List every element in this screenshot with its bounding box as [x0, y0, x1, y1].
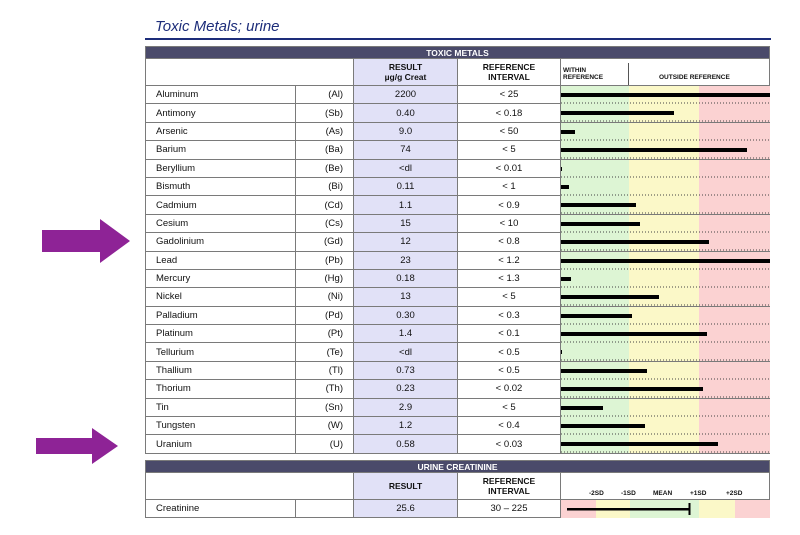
reference-interval: < 0.03: [458, 435, 561, 453]
level-bar-cell: [561, 417, 770, 435]
table-row: [146, 398, 770, 416]
level-bar-graphic: [561, 141, 770, 159]
creatinine-marker: [689, 503, 691, 515]
creatinine-sd-graphic: [561, 500, 770, 518]
zone-band: [629, 178, 699, 196]
outside-reference-label: OUTSIDE REFERENCE: [659, 74, 730, 81]
level-bar-graphic: [561, 417, 770, 435]
zone-band: [629, 160, 699, 178]
element-symbol: (As): [296, 122, 354, 140]
element-column-header: [146, 59, 354, 86]
creatinine-sd-bar-cell: [561, 500, 770, 518]
creatinine-symbol: [296, 500, 354, 518]
element-name: Nickel: [146, 288, 296, 306]
creatinine-range-bar: [567, 508, 690, 511]
result-value: 0.73: [354, 361, 458, 379]
element-name: Mercury: [146, 269, 296, 287]
result-value: 13: [354, 288, 458, 306]
element-name: Tellurium: [146, 343, 296, 361]
table-row: [146, 86, 770, 104]
element-symbol: (Gd): [296, 233, 354, 251]
level-bar: [561, 277, 571, 281]
element-symbol: (Cs): [296, 214, 354, 232]
level-bar-graphic: [561, 233, 770, 251]
zone-band: [699, 196, 770, 214]
sd-labels: [561, 473, 769, 499]
element-name: Palladium: [146, 306, 296, 324]
element-name: Cesium: [146, 214, 296, 232]
table-row: [146, 122, 770, 140]
element-symbol: (Pd): [296, 306, 354, 324]
level-bar: [561, 240, 709, 244]
element-name: Antimony: [146, 104, 296, 122]
result-value: 12: [354, 233, 458, 251]
table-row: [146, 343, 770, 361]
within-reference-label: [563, 67, 603, 81]
table-row: [146, 177, 770, 195]
element-symbol: (W): [296, 417, 354, 435]
element-name: Tungsten: [146, 417, 296, 435]
toxic-metals-rows: [146, 86, 770, 454]
level-bar: [561, 222, 640, 226]
reference-interval: < 1: [458, 177, 561, 195]
element-symbol: (Te): [296, 343, 354, 361]
element-name: Arsenic: [146, 122, 296, 140]
reference-column-header: [458, 59, 561, 86]
reference-interval: < 0.01: [458, 159, 561, 177]
level-bar-cell: [561, 343, 770, 361]
reference-interval: < 10: [458, 214, 561, 232]
zone-column-header: [561, 59, 770, 86]
level-bar-cell: [561, 251, 770, 269]
table-row: [146, 435, 770, 453]
creat-ref-header-line2: INTERVAL: [488, 486, 530, 496]
reference-header-line1: REFERENCE: [482, 62, 536, 72]
reference-interval: < 0.02: [458, 380, 561, 398]
zone-band: [699, 160, 770, 178]
result-column-header: [354, 59, 458, 86]
level-bar-graphic: [561, 380, 770, 398]
result-value: 15: [354, 214, 458, 232]
result-value: 0.40: [354, 104, 458, 122]
level-bar-graphic: [561, 288, 770, 306]
level-bar: [561, 332, 707, 336]
reference-interval: < 0.8: [458, 233, 561, 251]
zone-band: [699, 399, 770, 417]
element-name: Bismuth: [146, 177, 296, 195]
purple-arrow-uranium: [36, 428, 120, 464]
level-bar-graphic: [561, 343, 770, 361]
zone-band: [561, 343, 629, 361]
element-name: Platinum: [146, 325, 296, 343]
result-header-units: µg/g Creat: [384, 72, 427, 82]
creatinine-name: Creatinine: [146, 500, 296, 518]
level-bar-graphic: [561, 307, 770, 325]
reference-interval: < 25: [458, 86, 561, 104]
zone-band: [699, 288, 770, 306]
reference-interval: < 1.3: [458, 269, 561, 287]
element-name: Beryllium: [146, 159, 296, 177]
reference-header-line2: INTERVAL: [488, 72, 530, 82]
element-symbol: (Hg): [296, 269, 354, 287]
level-bar-cell: [561, 196, 770, 214]
element-name: Aluminum: [146, 86, 296, 104]
reference-interval: < 5: [458, 141, 561, 159]
reference-interval: < 0.9: [458, 196, 561, 214]
zone-divider: [628, 63, 629, 85]
reference-interval: < 0.4: [458, 417, 561, 435]
level-bar-cell: [561, 435, 770, 453]
level-bar: [561, 111, 674, 115]
purple-arrow-gadolinium: [42, 219, 132, 263]
result-value: 1.2: [354, 417, 458, 435]
element-symbol: (Al): [296, 86, 354, 104]
reference-interval: < 5: [458, 288, 561, 306]
result-value: 9.0: [354, 122, 458, 140]
level-bar-cell: [561, 177, 770, 195]
zone-band: [561, 270, 629, 288]
result-value: 1.4: [354, 325, 458, 343]
level-bar-graphic: [561, 325, 770, 343]
level-bar-cell: [561, 233, 770, 251]
zone-header: [561, 59, 769, 85]
table-row: [146, 104, 770, 122]
result-header-line1: RESULT: [388, 62, 423, 72]
level-bar-cell: [561, 104, 770, 122]
level-bar-graphic: [561, 160, 770, 178]
level-bar-cell: [561, 86, 770, 104]
level-bar-cell: [561, 159, 770, 177]
level-bar: [561, 424, 645, 428]
level-bar-graphic: [561, 399, 770, 417]
urine-creatinine-table: [145, 460, 770, 518]
element-symbol: (Ba): [296, 141, 354, 159]
table-row: [146, 361, 770, 379]
level-bar-cell: [561, 361, 770, 379]
result-value: 0.18: [354, 269, 458, 287]
level-bar: [561, 148, 747, 152]
element-name: Cadmium: [146, 196, 296, 214]
element-symbol: (Tl): [296, 361, 354, 379]
zone-band: [699, 104, 770, 122]
toxic-metals-table: [145, 46, 770, 454]
table-row: [146, 251, 770, 269]
level-bar-graphic: [561, 252, 770, 270]
element-symbol: (Sn): [296, 398, 354, 416]
sd-label-plus1: +1SD: [690, 490, 707, 497]
zone-band: [629, 343, 699, 361]
level-bar: [561, 185, 569, 189]
creat-ref-header-line1: REFERENCE: [482, 476, 536, 486]
level-bar-graphic: [561, 215, 770, 233]
element-symbol: (U): [296, 435, 354, 453]
element-name: Thorium: [146, 380, 296, 398]
result-value: 0.11: [354, 177, 458, 195]
level-bar-graphic: [561, 178, 770, 196]
element-name: Uranium: [146, 435, 296, 453]
element-symbol: (Be): [296, 159, 354, 177]
level-bar: [561, 167, 562, 171]
sd-label-plus2: +2SD: [726, 490, 743, 497]
table-row: [146, 269, 770, 287]
level-bar: [561, 203, 636, 207]
level-bar-cell: [561, 122, 770, 140]
table-row: [146, 417, 770, 435]
level-bar-cell: [561, 398, 770, 416]
result-value: 0.58: [354, 435, 458, 453]
element-symbol: (Pb): [296, 251, 354, 269]
element-symbol: (Sb): [296, 104, 354, 122]
creat-element-column-header: [146, 473, 354, 500]
zone-band: [699, 417, 770, 435]
zone-band: [629, 123, 699, 141]
element-symbol: (Ni): [296, 288, 354, 306]
reference-interval: < 50: [458, 122, 561, 140]
creatinine-row: [146, 500, 770, 518]
reference-interval: < 1.2: [458, 251, 561, 269]
reference-interval: < 0.3: [458, 306, 561, 324]
table-row: [146, 233, 770, 251]
zone-band: [629, 399, 699, 417]
reference-interval: < 0.5: [458, 361, 561, 379]
sd-zone-band: [735, 500, 770, 518]
level-bar-cell: [561, 306, 770, 324]
level-bar: [561, 350, 562, 354]
element-symbol: (Pt): [296, 325, 354, 343]
level-bar-cell: [561, 288, 770, 306]
result-value: <dl: [354, 343, 458, 361]
sd-scale-header: [561, 473, 770, 500]
zone-band: [561, 160, 629, 178]
table-row: [146, 141, 770, 159]
result-value: 74: [354, 141, 458, 159]
zone-band: [699, 343, 770, 361]
table-row: [146, 196, 770, 214]
sd-label-minus1: -1SD: [621, 490, 636, 497]
urine-creatinine-header: URINE CREATININE: [146, 461, 770, 473]
sd-label-mean: MEAN: [653, 490, 673, 497]
level-bar: [561, 130, 575, 134]
table-row: [146, 380, 770, 398]
level-bar: [561, 295, 659, 299]
level-bar: [561, 369, 647, 373]
level-bar-graphic: [561, 123, 770, 141]
zone-band: [699, 362, 770, 380]
reference-interval: < 0.18: [458, 104, 561, 122]
reference-interval: < 5: [458, 398, 561, 416]
table-row: [146, 306, 770, 324]
element-symbol: (Bi): [296, 177, 354, 195]
table-row: [146, 288, 770, 306]
toxic-metals-header: TOXIC METALS: [146, 47, 770, 59]
zone-band: [561, 178, 629, 196]
zone-band: [699, 380, 770, 398]
element-name: Gadolinium: [146, 233, 296, 251]
element-name: Barium: [146, 141, 296, 159]
level-bar-graphic: [561, 435, 770, 453]
result-value: 23: [354, 251, 458, 269]
element-symbol: (Th): [296, 380, 354, 398]
level-bar-cell: [561, 269, 770, 287]
element-name: Thallium: [146, 361, 296, 379]
level-bar-cell: [561, 380, 770, 398]
zone-band: [629, 196, 699, 214]
level-bar-graphic: [561, 362, 770, 380]
zone-band: [699, 215, 770, 233]
reference-interval: < 0.5: [458, 343, 561, 361]
result-value: 0.23: [354, 380, 458, 398]
element-symbol: (Cd): [296, 196, 354, 214]
result-value: 2200: [354, 86, 458, 104]
zone-band: [699, 233, 770, 251]
within-label-1: WITHIN: [563, 67, 587, 74]
page-title: Toxic Metals; urine: [155, 18, 280, 35]
result-value: 1.1: [354, 196, 458, 214]
zone-band: [699, 307, 770, 325]
zone-band: [629, 307, 699, 325]
within-label-2: REFERENCE: [563, 74, 604, 81]
result-value: <dl: [354, 159, 458, 177]
level-bar-graphic: [561, 196, 770, 214]
sd-zone-band: [699, 500, 735, 518]
zone-band: [629, 270, 699, 288]
creatinine-result: 25.6: [354, 500, 458, 518]
table-row: [146, 159, 770, 177]
level-bar: [561, 406, 603, 410]
level-bar-graphic: [561, 86, 770, 104]
zone-band: [699, 178, 770, 196]
element-name: Lead: [146, 251, 296, 269]
level-bar-graphic: [561, 104, 770, 122]
element-name: Tin: [146, 398, 296, 416]
creat-result-column-header: RESULT: [354, 473, 458, 500]
creatinine-reference: 30 – 225: [458, 500, 561, 518]
zone-band: [699, 325, 770, 343]
level-bar-cell: [561, 325, 770, 343]
result-value: 0.30: [354, 306, 458, 324]
level-bar: [561, 314, 632, 318]
level-bar-cell: [561, 141, 770, 159]
table-row: [146, 325, 770, 343]
level-bar-cell: [561, 214, 770, 232]
zone-band: [699, 123, 770, 141]
title-underline: [145, 38, 771, 40]
zone-band: [699, 270, 770, 288]
creat-reference-column-header: [458, 473, 561, 500]
level-bar: [561, 259, 770, 263]
level-bar: [561, 93, 770, 97]
result-value: 2.9: [354, 398, 458, 416]
level-bar-graphic: [561, 270, 770, 288]
table-row: [146, 214, 770, 232]
reference-interval: < 0.1: [458, 325, 561, 343]
level-bar: [561, 442, 718, 446]
level-bar: [561, 387, 703, 391]
sd-label-minus2: -2SD: [589, 490, 604, 497]
